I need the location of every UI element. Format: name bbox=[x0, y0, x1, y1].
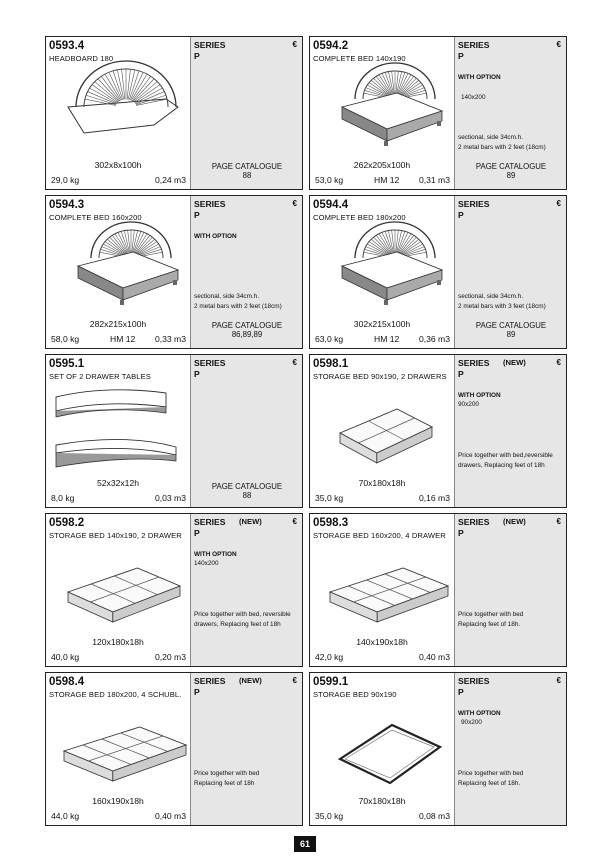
product-weight: 29,0 kg bbox=[51, 175, 80, 185]
option-label: WITH OPTION bbox=[194, 551, 237, 558]
new-badge: (NEW) bbox=[503, 517, 526, 526]
series-label: SERIES bbox=[458, 517, 490, 527]
note-line-2: Replacing feet of 18h. bbox=[458, 779, 521, 787]
note-line-1: Price together with bed,reversible bbox=[458, 452, 553, 459]
page-catalogue bbox=[191, 483, 303, 500]
series-letter: P bbox=[458, 210, 464, 220]
product-hm: HM 12 bbox=[110, 334, 136, 344]
note-line-1: Price together with bed bbox=[458, 770, 524, 777]
note-line-1: sectional, side 34cm.h. bbox=[458, 134, 524, 141]
note-line-2: 2 metal bars with 2 feet (18cm) bbox=[194, 302, 282, 310]
series-letter: P bbox=[194, 210, 200, 220]
product-info bbox=[310, 355, 454, 507]
product-info bbox=[310, 514, 454, 666]
new-badge: (NEW) bbox=[239, 517, 262, 526]
euro-icon: € bbox=[292, 517, 297, 526]
note-line-1: Price together with bed bbox=[194, 770, 260, 777]
product-code: 0593.4 bbox=[49, 40, 85, 52]
product-volume: 0,24 m3 bbox=[154, 175, 186, 185]
product-name: STORAGE BED 140x190, 2 DRAWER bbox=[49, 531, 182, 540]
product-note bbox=[194, 610, 303, 629]
euro-icon: € bbox=[556, 676, 561, 685]
series-letter: P bbox=[458, 369, 464, 379]
product-dimensions: 160x190x18h bbox=[92, 796, 144, 806]
series-letter: P bbox=[194, 528, 200, 538]
series-label: SERIES bbox=[458, 40, 490, 50]
product-dimensions: 52x32x12h bbox=[96, 478, 140, 488]
product-name: SET OF 2 DRAWER TABLES bbox=[49, 372, 151, 381]
euro-icon: € bbox=[556, 199, 561, 208]
product-info bbox=[46, 196, 190, 348]
catalogue-pages: 89 bbox=[506, 170, 516, 180]
series-letter: P bbox=[194, 51, 200, 61]
product-volume: 0,40 m3 bbox=[154, 811, 186, 821]
product-details bbox=[454, 355, 566, 507]
product-name: COMPLETE BED 140x190 bbox=[313, 54, 406, 63]
series-letter: P bbox=[194, 687, 200, 697]
product-info bbox=[46, 514, 190, 666]
page-catalogue bbox=[455, 163, 567, 180]
series-letter: P bbox=[458, 528, 464, 538]
euro-icon: € bbox=[292, 676, 297, 685]
product-weight: 44,0 kg bbox=[51, 811, 80, 821]
product-dimensions: 302x8x100h bbox=[94, 160, 142, 170]
series-label: SERIES bbox=[458, 676, 490, 686]
product-volume: 0,31 m3 bbox=[418, 175, 450, 185]
product-name: STORAGE BED 160x200, 4 DRAWER bbox=[313, 531, 446, 540]
product-dimensions: 140x190x18h bbox=[356, 637, 408, 647]
product-volume: 0,03 m3 bbox=[154, 493, 186, 503]
option-label: WITH OPTION bbox=[458, 392, 501, 399]
series-letter: P bbox=[458, 687, 464, 697]
product-note bbox=[458, 133, 567, 152]
product-note bbox=[194, 769, 303, 788]
product-card bbox=[309, 195, 567, 349]
product-note bbox=[458, 610, 567, 629]
new-badge: (NEW) bbox=[503, 358, 526, 367]
option-value: 140x200 bbox=[194, 560, 219, 567]
product-dimensions: 302x215x100h bbox=[353, 319, 411, 329]
euro-icon: € bbox=[292, 40, 297, 49]
product-details bbox=[190, 37, 302, 189]
series-label: SERIES bbox=[194, 676, 226, 686]
page-number: 61 bbox=[294, 836, 316, 852]
product-code: 0598.1 bbox=[313, 358, 349, 370]
series-label: SERIES bbox=[194, 358, 226, 368]
product-info bbox=[310, 196, 454, 348]
product-name: COMPLETE BED 180x200 bbox=[313, 213, 406, 222]
catalogue-label: PAGE CATALOGUE bbox=[475, 162, 547, 171]
product-weight: 40,0 kg bbox=[51, 652, 80, 662]
product-code: 0598.2 bbox=[49, 517, 85, 529]
option-label: WITH OPTION bbox=[194, 233, 237, 240]
euro-icon: € bbox=[556, 517, 561, 526]
option-value: 90x200 bbox=[458, 401, 479, 408]
product-code: 0594.3 bbox=[49, 199, 85, 211]
product-info bbox=[310, 673, 454, 825]
catalogue-pages: 89 bbox=[506, 329, 516, 339]
option-label: WITH OPTION bbox=[458, 710, 501, 717]
page-catalogue bbox=[191, 322, 303, 339]
note-line-1: sectional, side 34cm.h. bbox=[194, 293, 260, 300]
product-details bbox=[190, 196, 302, 348]
series-label: SERIES bbox=[194, 517, 226, 527]
product-weight: 35,0 kg bbox=[315, 811, 344, 821]
series-label: SERIES bbox=[194, 40, 226, 50]
product-volume: 0,08 m3 bbox=[418, 811, 450, 821]
product-weight: 8,0 kg bbox=[51, 493, 75, 503]
note-line-1: Price together with bed, reversible bbox=[194, 611, 291, 618]
catalogue-label: PAGE CATALOGUE bbox=[211, 162, 283, 171]
product-weight: 53,0 kg bbox=[315, 175, 344, 185]
product-card bbox=[309, 672, 567, 826]
product-name: HEADBOARD 180 bbox=[49, 54, 114, 63]
product-volume: 0,16 m3 bbox=[418, 493, 450, 503]
product-note bbox=[458, 451, 567, 470]
product-code: 0598.4 bbox=[49, 676, 85, 688]
product-weight: 35,0 kg bbox=[315, 493, 344, 503]
catalogue-pages: 88 bbox=[242, 490, 252, 500]
product-info bbox=[46, 355, 190, 507]
product-card bbox=[309, 354, 567, 508]
product-card bbox=[45, 36, 303, 190]
note-line-2: 2 metal bars with 3 feet (18cm) bbox=[458, 302, 546, 310]
product-details bbox=[190, 355, 302, 507]
product-code: 0599.1 bbox=[313, 676, 349, 688]
note-line-2: drawers, Replacing feet of 18h bbox=[194, 620, 281, 628]
euro-icon: € bbox=[292, 199, 297, 208]
product-details bbox=[454, 673, 566, 825]
catalogue-label: PAGE CATALOGUE bbox=[475, 321, 547, 330]
product-hm: HM 12 bbox=[374, 334, 400, 344]
product-card bbox=[45, 354, 303, 508]
catalogue-pages: 86,89,89 bbox=[231, 329, 263, 339]
product-dimensions: 282x215x100h bbox=[89, 319, 147, 329]
product-details bbox=[454, 514, 566, 666]
product-card bbox=[309, 513, 567, 667]
catalogue-pages: 88 bbox=[242, 170, 252, 180]
product-weight: 42,0 kg bbox=[315, 652, 344, 662]
product-note bbox=[194, 292, 303, 311]
product-name: STORAGE BED 180x200, 4 SCHUBL. bbox=[49, 690, 182, 699]
product-details bbox=[454, 37, 566, 189]
product-hm: HM 12 bbox=[374, 175, 400, 185]
page-catalogue bbox=[455, 322, 567, 339]
note-line-2: drawers, Replacing feet of 18h bbox=[458, 461, 545, 469]
product-note bbox=[458, 292, 567, 311]
product-card bbox=[309, 36, 567, 190]
series-label: SERIES bbox=[458, 358, 490, 368]
note-line-1: sectional, side 34cm.h. bbox=[458, 293, 524, 300]
catalogue-label: PAGE CATALOGUE bbox=[211, 321, 283, 330]
product-weight: 58,0 kg bbox=[51, 334, 80, 344]
euro-icon: € bbox=[292, 358, 297, 367]
option-value: 140x200 bbox=[461, 94, 486, 101]
option-label: WITH OPTION bbox=[458, 74, 501, 81]
series-letter: P bbox=[458, 51, 464, 61]
catalogue-label: PAGE CATALOGUE bbox=[211, 482, 283, 491]
product-volume: 0,40 m3 bbox=[418, 652, 450, 662]
product-code: 0594.2 bbox=[313, 40, 349, 52]
product-volume: 0,20 m3 bbox=[154, 652, 186, 662]
product-code: 0598.3 bbox=[313, 517, 349, 529]
product-note bbox=[458, 769, 567, 788]
series-label: SERIES bbox=[458, 199, 490, 209]
product-card bbox=[45, 195, 303, 349]
product-details bbox=[190, 673, 302, 825]
note-line-2: 2 metal bars with 2 feet (18cm) bbox=[458, 143, 546, 151]
new-badge: (NEW) bbox=[239, 676, 262, 685]
note-line-2: Replacing feet of 18h bbox=[194, 779, 255, 787]
product-name: STORAGE BED 90x190 bbox=[313, 690, 397, 699]
product-volume: 0,36 m3 bbox=[418, 334, 450, 344]
euro-icon: € bbox=[556, 40, 561, 49]
product-details bbox=[190, 514, 302, 666]
product-card bbox=[45, 672, 303, 826]
product-details bbox=[454, 196, 566, 348]
series-label: SERIES bbox=[194, 199, 226, 209]
product-dimensions: 262x205x100h bbox=[353, 160, 411, 170]
product-dimensions: 120x180x18h bbox=[92, 637, 144, 647]
product-name: STORAGE BED 90x190, 2 DRAWERS bbox=[313, 372, 447, 381]
series-letter: P bbox=[194, 369, 200, 379]
note-line-2: Replacing feet of 18h. bbox=[458, 620, 521, 628]
product-name: COMPLETE BED 160x200 bbox=[49, 213, 142, 222]
product-volume: 0,33 m3 bbox=[154, 334, 186, 344]
product-dimensions: 70x180x18h bbox=[358, 478, 406, 488]
euro-icon: € bbox=[556, 358, 561, 367]
product-code: 0594.4 bbox=[313, 199, 349, 211]
product-weight: 63,0 kg bbox=[315, 334, 344, 344]
option-value: 90x200 bbox=[461, 719, 482, 726]
product-info bbox=[310, 37, 454, 189]
product-card bbox=[45, 513, 303, 667]
note-line-1: Price together with bed bbox=[458, 611, 524, 618]
product-dimensions: 70x180x18h bbox=[358, 796, 406, 806]
product-info bbox=[46, 673, 190, 825]
product-code: 0595.1 bbox=[49, 358, 85, 370]
product-info bbox=[46, 37, 190, 189]
page-catalogue bbox=[191, 163, 303, 180]
